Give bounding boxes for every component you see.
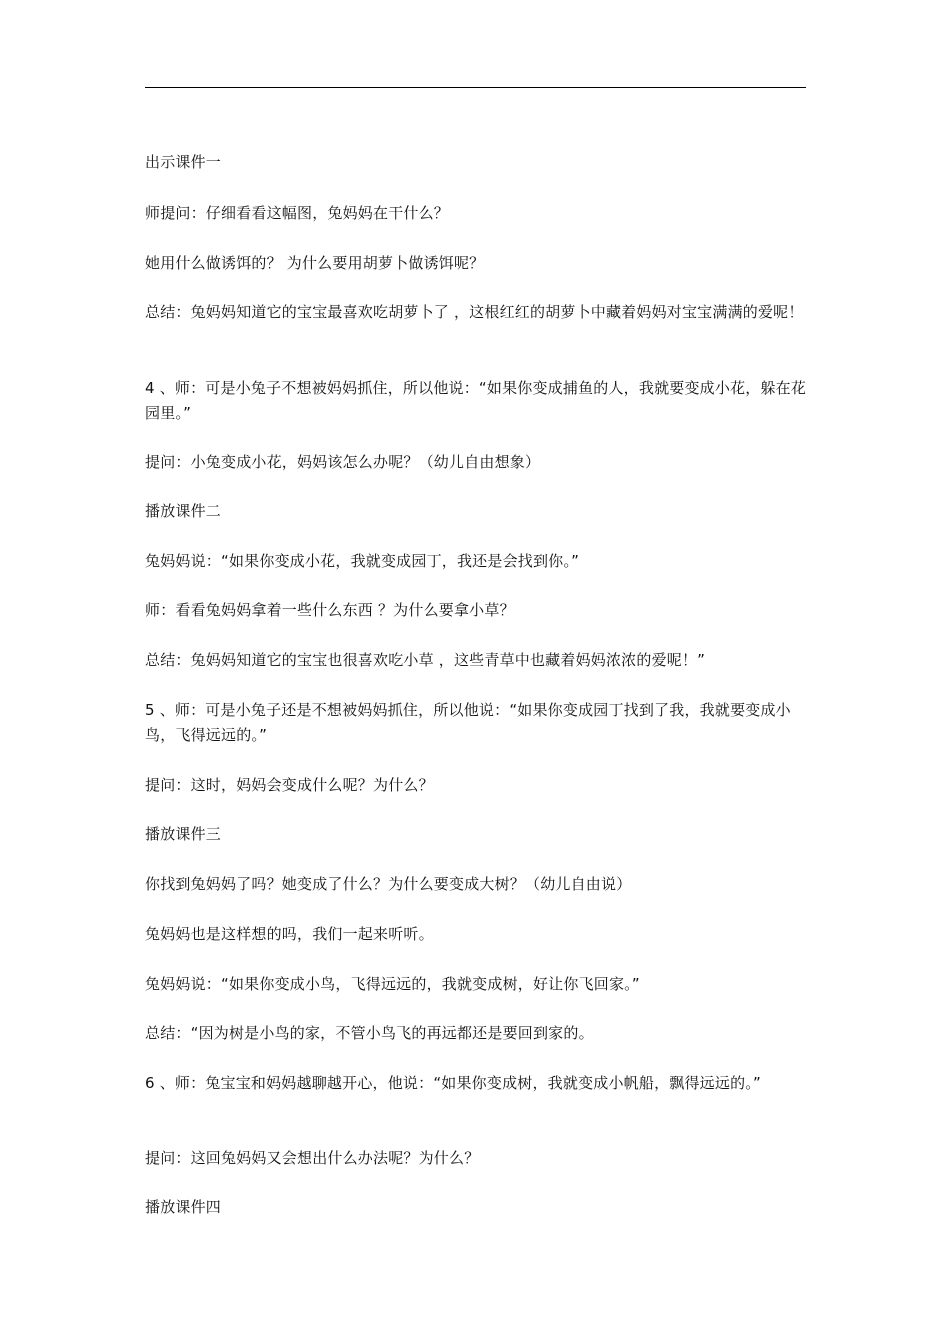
paragraph: 提问：小兔变成小花，妈妈该怎么办呢？（幼儿自由想象） — [145, 453, 541, 471]
paragraph: 你找到兔妈妈了吗？她变成了什么？为什么要变成大树？（幼儿自由说） — [145, 875, 632, 893]
paragraph: 兔妈妈说：“如果你变成小花，我就变成园丁，我还是会找到你。” — [145, 552, 580, 570]
paragraph: 4 、师：可是小兔子不想被妈妈抓住，所以他说：“如果你变成捕鱼的人，我就要变成小花，躲在花园里。” — [145, 379, 807, 422]
paragraph: 师提问：仔细看看这幅图，兔妈妈在干什么？ — [145, 204, 450, 222]
paragraph: 兔妈妈也是这样想的吗，我们一起来听听。 — [145, 925, 434, 943]
paragraph: 6 、师：兔宝宝和妈妈越聊越开心，他说：“如果你变成树，我就变成小帆船，飘得远远的。” — [145, 1074, 761, 1092]
paragraph: 播放课件二 — [145, 502, 222, 520]
paragraph: 她用什么做诱饵的？ 为什么要用胡萝卜做诱饵呢？ — [145, 254, 485, 272]
paragraph: 兔妈妈说：“如果你变成小鸟，飞得远远的，我就变成树，好让你飞回家。” — [145, 975, 640, 993]
paragraph: 播放课件四 — [145, 1198, 222, 1216]
paragraph: 总结：“因为树是小鸟的家，不管小鸟飞的再远都还是要回到家的。 — [145, 1024, 594, 1042]
header-rule — [145, 87, 806, 88]
paragraph: 出示课件一 — [145, 153, 222, 171]
paragraph: 提问：这回兔妈妈又会想出什么办法呢？为什么？ — [145, 1149, 480, 1167]
paragraph: 播放课件三 — [145, 825, 222, 843]
paragraph: 5 、师：可是小兔子还是不想被妈妈抓住，所以他说：“如果你变成园丁找到了我，我就要变成小鸟，飞得远远的。” — [145, 701, 791, 744]
paragraph: 师：看看兔妈妈拿着一些什么东西 ？为什么要拿小草？ — [145, 601, 515, 619]
paragraph: 总结：兔妈妈知道它的宝宝也很喜欢吃小草 ，这些青草中也藏着妈妈浓浓的爱呢！” — [145, 651, 706, 669]
paragraph: 提问：这时，妈妈会变成什么呢？为什么？ — [145, 776, 434, 794]
paragraph: 总结：兔妈妈知道它的宝宝最喜欢吃胡萝卜了 ，这根红红的胡萝卜中藏着妈妈对宝宝满满的爱呢！ — [145, 303, 804, 321]
